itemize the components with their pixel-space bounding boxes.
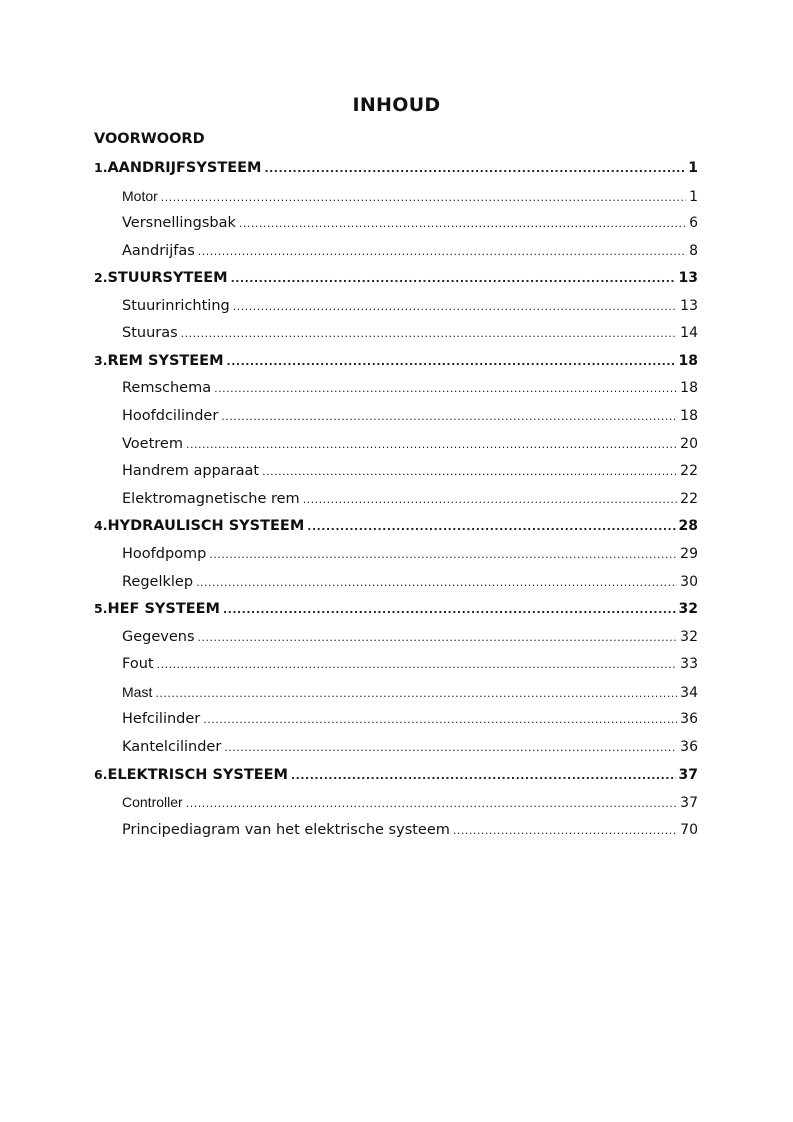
toc-page-number: 13 <box>680 298 698 314</box>
toc-dot-leader <box>453 821 677 841</box>
toc-page-number: 37 <box>680 795 698 811</box>
toc-dot-leader <box>157 655 678 675</box>
toc-page-number: 28 <box>678 518 698 534</box>
page-title: INHOUD <box>352 94 441 116</box>
toc-dot-leader <box>214 379 677 399</box>
toc-entry-label: Remschema <box>122 380 212 396</box>
toc-dot-leader <box>196 573 677 593</box>
toc-section-row <box>122 544 698 564</box>
toc-chapter-row <box>94 351 698 371</box>
toc-page-number: 22 <box>680 463 698 479</box>
toc-dot-leader <box>239 214 686 234</box>
toc-page-number: 1 <box>688 160 698 176</box>
toc-chapter-row <box>94 158 698 178</box>
toc-entry-label: Voetrem <box>122 436 183 452</box>
toc-entry-label: Aandrijfas <box>122 243 195 259</box>
toc-entry-label: Versnellingsbak <box>122 215 236 231</box>
toc-section-row <box>122 406 698 426</box>
toc-entry-label: Hefcilinder <box>122 711 201 727</box>
toc-chapter-number: 5. <box>94 601 108 616</box>
toc-page-number: 20 <box>680 436 698 452</box>
toc-dot-leader <box>303 490 677 510</box>
toc-chapter-number: 1. <box>94 160 108 175</box>
toc-section-row <box>122 792 698 812</box>
toc-section-row <box>122 213 698 233</box>
toc-dot-leader <box>223 600 676 620</box>
toc-dot-leader <box>307 517 675 537</box>
toc-section-row <box>122 709 698 729</box>
toc-entry-label: HYDRAULISCH SYSTEEM <box>107 518 305 534</box>
toc-page-number: 33 <box>680 656 698 672</box>
toc-page-number: 14 <box>680 325 698 341</box>
toc-page-number: 32 <box>678 601 698 617</box>
toc-page-number: 37 <box>678 767 698 783</box>
toc-section-row <box>122 489 698 509</box>
toc-entry-label: Elektromagnetische rem <box>122 491 300 507</box>
toc-section-row <box>122 572 698 592</box>
toc-page-number: 8 <box>689 243 698 259</box>
toc-dot-leader <box>264 159 685 179</box>
toc-section-row <box>122 737 698 757</box>
toc-entry-label: Mast <box>122 684 153 700</box>
toc-entry-label: AANDRIJFSYSTEEM <box>107 160 262 176</box>
toc-chapter-number: 3. <box>94 353 108 368</box>
toc-page-number: 70 <box>680 822 698 838</box>
toc-dot-leader <box>291 766 676 786</box>
toc-page-number: 18 <box>678 353 698 369</box>
toc-dot-leader <box>198 242 686 262</box>
toc-dot-leader <box>231 269 676 289</box>
toc-dot-leader <box>221 407 677 427</box>
toc-page-number: 18 <box>680 380 698 396</box>
toc-chapter-number: 2. <box>94 270 108 285</box>
toc-chapter-row <box>94 765 698 785</box>
toc-page-number: 22 <box>680 491 698 507</box>
toc-section-row <box>122 241 698 261</box>
toc-entry-label: ELEKTRISCH SYSTEEM <box>107 767 288 783</box>
toc-entry-label: Gegevens <box>122 629 195 645</box>
toc-dot-leader <box>186 435 677 455</box>
toc-entry-label: Hoofdcilinder <box>122 408 219 424</box>
preface-heading: VOORWOORD <box>94 131 205 147</box>
toc-page-number: 13 <box>678 270 698 286</box>
toc-section-row <box>122 296 698 316</box>
toc-section-row <box>122 682 698 702</box>
toc-dot-leader <box>181 324 678 344</box>
toc-chapter-number: 4. <box>94 518 108 533</box>
toc-chapter-row <box>94 268 698 288</box>
toc-section-row <box>122 654 698 674</box>
toc-chapter-number: 6. <box>94 767 108 782</box>
toc-page-number: 32 <box>680 629 698 645</box>
toc-entry-label: Handrem apparaat <box>122 463 260 479</box>
toc-dot-leader <box>224 738 677 758</box>
toc-entry-label: Controller <box>122 794 183 810</box>
toc-page-number: 34 <box>680 685 698 701</box>
toc-entry-label: Regelklep <box>122 574 194 590</box>
toc-dot-leader <box>155 684 677 704</box>
toc-dot-leader <box>262 462 677 482</box>
toc-entry-label: Hoofdpomp <box>122 546 207 562</box>
toc-entry-label: STUURSYTEEM <box>107 270 228 286</box>
toc-dot-leader <box>186 794 677 814</box>
toc-page-number: 36 <box>680 711 698 727</box>
toc-section-row <box>122 461 698 481</box>
toc-page-number: 29 <box>680 546 698 562</box>
toc-entry-label: REM SYSTEEM <box>107 353 224 369</box>
toc-page-number: 6 <box>689 215 698 231</box>
toc-section-row <box>122 627 698 647</box>
toc-section-row <box>122 378 698 398</box>
toc-dot-leader <box>198 628 678 648</box>
toc-entry-label: Stuurinrichting <box>122 298 230 314</box>
toc-page-number: 18 <box>680 408 698 424</box>
toc-entry-label: Motor <box>122 188 158 204</box>
toc-dot-leader <box>227 352 676 372</box>
toc-dot-leader <box>233 297 677 317</box>
toc-entry-label: HEF SYSTEEM <box>107 601 220 617</box>
toc-section-row <box>122 186 698 206</box>
toc-entry-label: Kantelcilinder <box>122 739 222 755</box>
toc-dot-leader <box>161 188 686 208</box>
toc-entry-label: Fout <box>122 656 154 672</box>
toc-entry-label: Stuuras <box>122 325 178 341</box>
toc-entry-label: Principediagram van het elektrische systeem <box>122 822 450 838</box>
toc-section-row <box>122 323 698 343</box>
toc-chapter-row <box>94 516 698 536</box>
toc-section-row <box>122 434 698 454</box>
toc-page-number: 1 <box>689 189 698 205</box>
toc-section-row <box>122 820 698 840</box>
toc-page-number: 30 <box>680 574 698 590</box>
toc-dot-leader <box>209 545 677 565</box>
toc-dot-leader <box>203 710 677 730</box>
toc-chapter-row <box>94 599 698 619</box>
toc-page-number: 36 <box>680 739 698 755</box>
